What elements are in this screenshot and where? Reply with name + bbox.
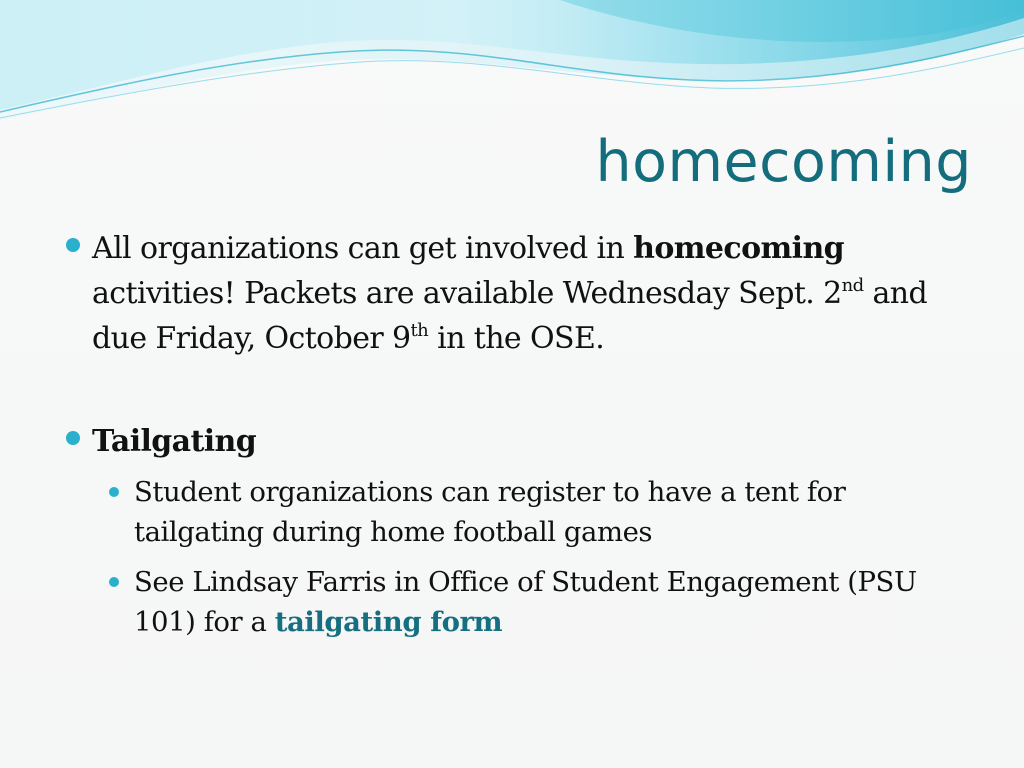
slide-title: homecoming	[595, 129, 972, 195]
subbullet-dot-icon	[109, 487, 119, 497]
bullet-text-part: in the OSE.	[428, 321, 605, 356]
bullet-heading-tailgating: Tailgating	[92, 424, 257, 459]
superscript-th: th	[410, 320, 429, 341]
bullet-text-part: and due Friday, October 9	[92, 276, 928, 356]
slide-content	[62, 226, 962, 642]
subbullet-dot-icon	[109, 577, 119, 587]
subbullet-see-lindsay	[102, 562, 962, 642]
bullet-dot-icon	[66, 431, 80, 445]
superscript-nd: nd	[841, 275, 864, 296]
tailgating-form-link[interactable]: tailgating form	[274, 606, 503, 638]
bullet-bold-homecoming: homecoming	[633, 231, 845, 266]
header-wave-decoration	[0, 0, 1024, 130]
bullet-text-part: All organizations can get involved in	[92, 231, 634, 266]
bullet-homecoming	[62, 226, 962, 361]
subbullet-register-tent	[102, 472, 962, 552]
subbullet-text: Student organizations can register to have a tent for tailgating during home football games	[134, 476, 846, 548]
bullet-tailgating	[62, 419, 962, 464]
subbullet-text: See Lindsay Farris in Office of Student Engagement (PSU 101) for a	[134, 566, 917, 638]
bullet-text-part: activities! Packets are available Wednesday Sept. 2	[92, 276, 842, 311]
bullet-dot-icon	[66, 238, 80, 252]
